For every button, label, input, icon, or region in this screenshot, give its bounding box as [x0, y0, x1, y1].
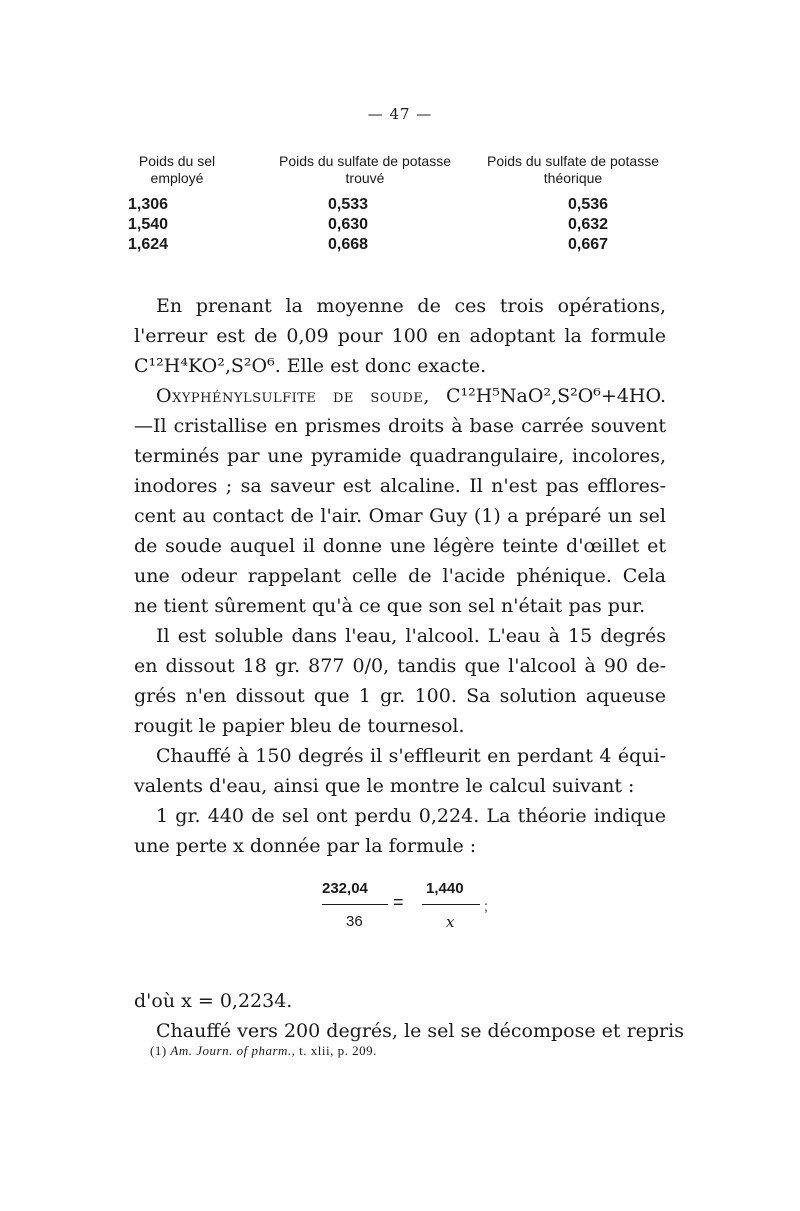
equals-sign: = — [393, 892, 404, 912]
body-text-lower — [134, 986, 684, 1046]
text-line: l'erreur est de 0,09 pour 100 en adoptant la formule — [134, 325, 666, 347]
table-cell: 0,630 — [328, 216, 369, 233]
results-table — [118, 153, 678, 255]
table-row — [118, 195, 678, 215]
text-line: en dissout 18 gr. 877 0/0, tandis que l'alcool à 90 de- — [134, 655, 666, 677]
text-line: rougit le papier bleu de tournesol. — [134, 715, 465, 737]
table-cell: 0,668 — [328, 236, 369, 253]
table-cell: 0,536 — [568, 196, 609, 213]
footnote-source: Am. Journ. of pharm., — [170, 1043, 296, 1058]
fraction-formula — [320, 880, 500, 940]
numerator-left: 232,04 — [322, 880, 368, 897]
text-line: Chauffé vers 200 degrés, le sel se décompose et repris — [156, 1020, 684, 1042]
header-cell: Poids du sulfate de potasse trouvé — [278, 153, 451, 186]
body-text-upper — [134, 291, 666, 861]
punctuation: ; — [484, 898, 488, 914]
text-line: grés n'en dissout que 1 gr. 100. Sa solution aqueuse — [134, 685, 666, 707]
section-heading-line — [134, 381, 666, 411]
text-line: Chauffé à 150 degrés il s'effleurit en perdant 4 équi- — [156, 745, 666, 767]
table-cell: 0,667 — [568, 236, 609, 253]
text-line: valents d'eau, ainsi que le montre le calcul suivant : — [134, 775, 635, 797]
table-header — [118, 153, 678, 187]
table-cell: 0,533 — [328, 196, 369, 213]
fraction-bar-right — [422, 904, 480, 905]
text-line: Il est soluble dans l'eau, l'alcool. L'eau à 15 degrés — [156, 625, 666, 647]
fraction-bar-left — [322, 904, 388, 905]
text-line: terminés par une pyramide quadrangulaire, incolores, — [134, 445, 666, 467]
text-line: En prenant la moyenne de ces trois opérations, — [156, 295, 666, 317]
text-line: ne tient sûrement qu'à ce que son sel n'était pas pur. — [134, 595, 646, 617]
footnote-details: t. xlii, p. 209. — [299, 1043, 377, 1058]
footnote-marker: (1) — [150, 1043, 167, 1058]
text-line: —Il cristallise en prismes droits à base carrée souvent — [134, 415, 666, 437]
denominator-right: x — [446, 913, 455, 931]
footnote — [150, 1043, 377, 1059]
table-row — [118, 215, 678, 235]
result-line: d'où x = 0,2234. — [134, 990, 293, 1012]
header-cell: Poids du sulfate de potasse théorique — [486, 153, 659, 186]
text-line: inodores ; sa saveur est alcaline. Il n'est pas efflores- — [134, 475, 666, 497]
denominator-left: 36 — [346, 913, 363, 930]
text-line: une odeur rappelant celle de l'acide phénique. Cela — [134, 565, 666, 587]
table-cell: 1,624 — [128, 236, 169, 253]
page-number: — 47 — — [367, 105, 433, 123]
text-line: C¹²H⁴KO²,S²O⁶. Elle est donc exacte. — [134, 355, 487, 377]
numerator-right: 1,440 — [426, 880, 464, 897]
table-cell: 0,632 — [568, 216, 609, 233]
table-cell: 1,306 — [128, 196, 169, 213]
table-body — [118, 195, 678, 255]
compound-formula: C¹²H⁵NaO²,S²O⁶+4HO. — [429, 385, 666, 407]
text-line: 1 gr. 440 de sel ont perdu 0,224. La théorie indique — [156, 805, 666, 827]
table-cell: 1,540 — [128, 216, 169, 233]
table-row — [118, 235, 678, 255]
text-line: de soude auquel il donne une légère teinte d'œillet et — [134, 535, 666, 557]
header-cell: Poids du sel employé — [138, 153, 216, 186]
text-line: une perte x donnée par la formule : — [134, 835, 477, 857]
text-line: cent au contact de l'air. Omar Guy (1) a préparé un sel — [134, 505, 666, 527]
compound-name: Oxyphénylsulfite de soude, — [156, 385, 430, 407]
